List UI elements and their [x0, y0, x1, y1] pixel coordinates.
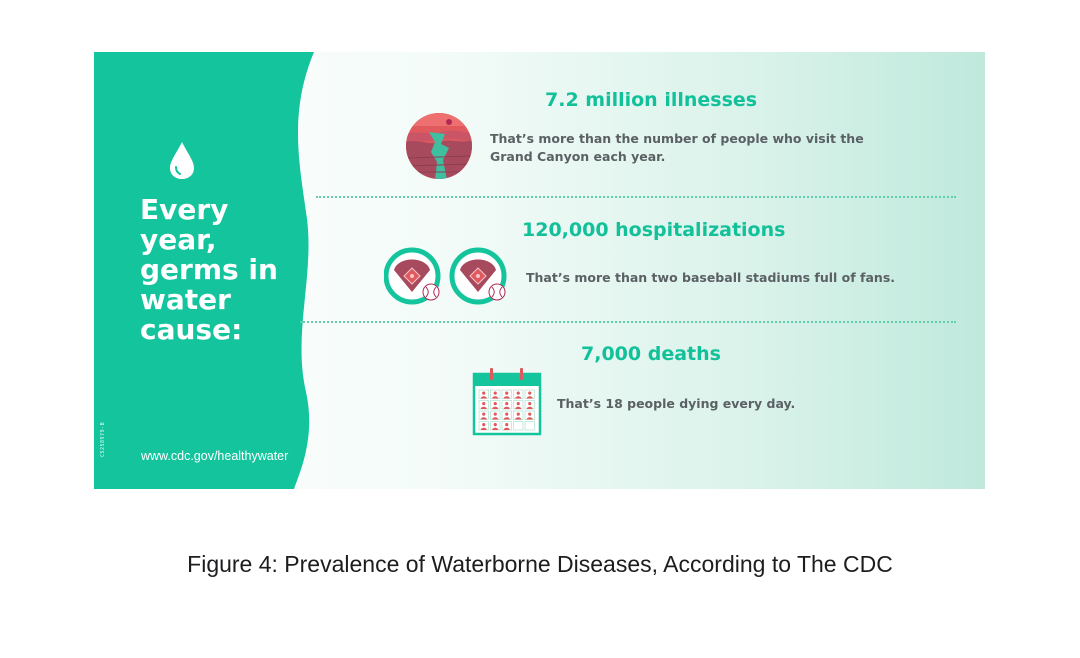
dotted-divider — [300, 321, 956, 323]
headline-line: cause: — [140, 313, 243, 346]
stat-heading-illnesses: 7.2 million illnesses — [545, 89, 758, 111]
left-panel — [94, 52, 334, 489]
stat-desc-illnesses — [490, 130, 864, 166]
stat-desc-line: That’s more than the number of people who visit the — [490, 131, 864, 146]
baseball-stadium-icon — [384, 246, 514, 306]
grand-canyon-icon — [405, 112, 473, 180]
stat-desc-hospitalizations — [526, 269, 895, 287]
headline-line: year, — [140, 223, 217, 256]
stat-heading-deaths: 7,000 deaths — [581, 343, 721, 365]
calendar-icon — [472, 368, 542, 436]
water-drop-icon — [168, 140, 196, 180]
stat-desc-line: Grand Canyon each year. — [490, 149, 666, 164]
headline-line: Every — [140, 193, 229, 226]
headline-line: germs in — [140, 253, 278, 286]
headline-line: water — [140, 283, 231, 316]
panel-headline — [140, 195, 320, 345]
cdc-url: www.cdc.gov/healthywater — [141, 449, 289, 463]
dotted-divider — [316, 196, 956, 198]
stat-heading-hospitalizations: 120,000 hospitalizations — [522, 219, 786, 241]
publication-code: CS258979-B — [100, 421, 106, 457]
stat-desc-deaths — [557, 395, 795, 413]
stat-desc-line: That’s 18 people dying every day. — [557, 396, 796, 411]
cdc-infographic — [94, 52, 985, 489]
figure-caption: Figure 4: Prevalence of Waterborne Diseases, According to The CDC — [187, 551, 893, 577]
stat-desc-line: That’s more than two baseball stadiums full of fans. — [526, 270, 896, 285]
